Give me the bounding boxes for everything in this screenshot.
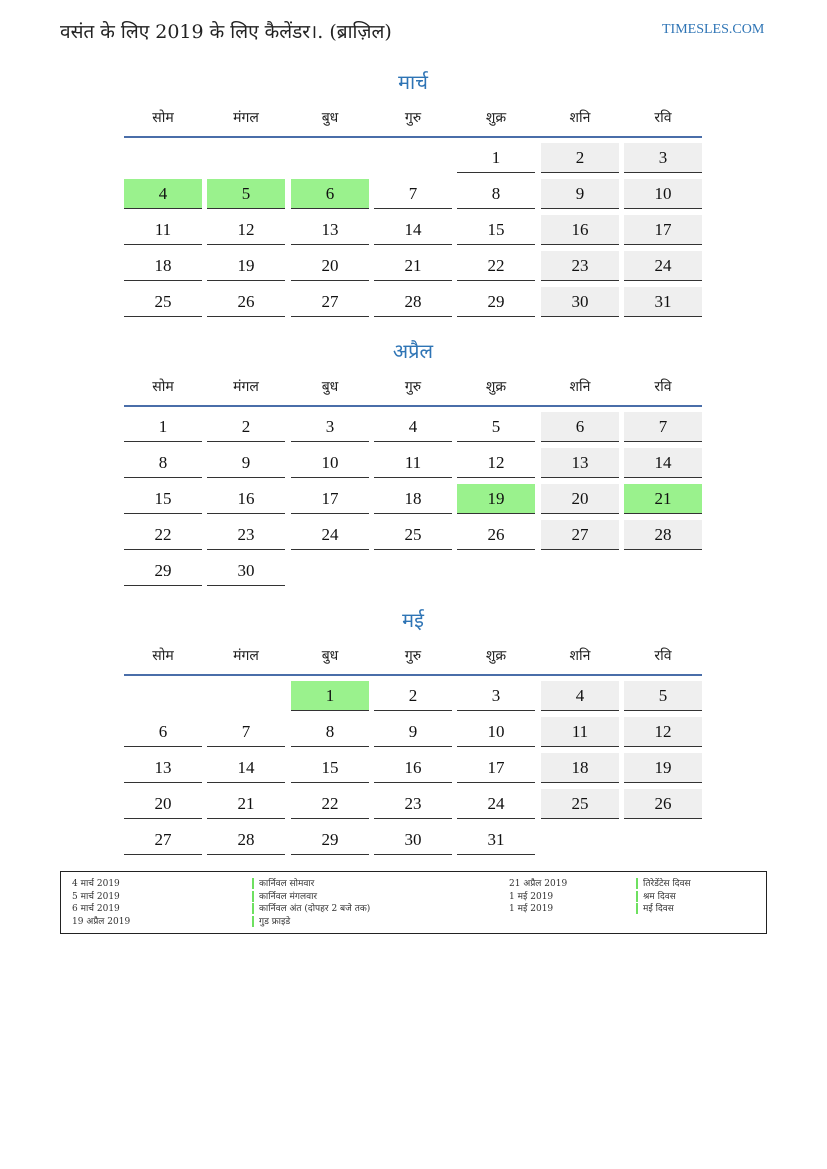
day-cell[interactable]: 3 bbox=[291, 412, 369, 442]
day-cell[interactable]: 12 bbox=[207, 215, 285, 245]
day-cell[interactable]: 14 bbox=[207, 753, 285, 783]
day-cell[interactable]: 25 bbox=[124, 287, 202, 317]
day-cell[interactable]: 27 bbox=[541, 520, 619, 550]
legend-marker bbox=[252, 903, 254, 914]
day-cell[interactable]: 5 bbox=[457, 412, 535, 442]
site-link[interactable]: TIMESLES.COM bbox=[662, 22, 765, 37]
day-cell[interactable]: 21 bbox=[207, 789, 285, 819]
day-cell[interactable]: 16 bbox=[541, 215, 619, 245]
day-cell[interactable]: 11 bbox=[541, 717, 619, 747]
weekday-header: गुरु bbox=[404, 379, 422, 395]
legend-date: 1 मई 2019 bbox=[509, 891, 554, 902]
weekday-header: शनि bbox=[569, 379, 591, 395]
legend-marker bbox=[252, 916, 254, 927]
legend-holiday-name: गुड फ्राइडे bbox=[259, 916, 291, 927]
legend-marker bbox=[636, 891, 638, 902]
day-cell[interactable]: 17 bbox=[457, 753, 535, 783]
legend-holiday-name: मई दिवस bbox=[643, 904, 674, 914]
day-cell[interactable]: 29 bbox=[124, 556, 202, 586]
day-cell[interactable]: 15 bbox=[124, 484, 202, 514]
day-cell[interactable]: 13 bbox=[541, 448, 619, 478]
day-cell[interactable]: 26 bbox=[624, 789, 702, 819]
day-cell[interactable]: 31 bbox=[624, 287, 702, 317]
day-cell[interactable]: 16 bbox=[207, 484, 285, 514]
weekday-header: रवि bbox=[654, 110, 672, 126]
legend-holiday-name: तिरेडेंटेस दिवस bbox=[643, 879, 691, 889]
day-cell[interactable]: 7 bbox=[207, 717, 285, 747]
legend-holiday-name: कार्निवल मंगलवार bbox=[259, 891, 318, 902]
day-cell[interactable]: 1 bbox=[124, 412, 202, 442]
weekday-header: बुध bbox=[321, 648, 339, 664]
day-cell[interactable]: 28 bbox=[207, 825, 285, 855]
legend-date: 19 अप्रैल 2019 bbox=[72, 916, 131, 927]
day-cell[interactable]: 6 bbox=[541, 412, 619, 442]
day-cell[interactable]: 22 bbox=[457, 251, 535, 281]
legend-date: 4 मार्च 2019 bbox=[72, 879, 120, 889]
day-cell[interactable]: 9 bbox=[207, 448, 285, 478]
day-cell[interactable]: 29 bbox=[291, 825, 369, 855]
day-cell[interactable]: 9 bbox=[541, 179, 619, 209]
weekday-header: रवि bbox=[654, 379, 672, 395]
day-cell[interactable]: 30 bbox=[541, 287, 619, 317]
holiday-legend bbox=[60, 871, 767, 934]
day-cell[interactable]: 8 bbox=[124, 448, 202, 478]
day-cell[interactable]: 10 bbox=[291, 448, 369, 478]
day-cell[interactable]: 1 bbox=[291, 681, 369, 711]
legend-marker bbox=[636, 903, 638, 914]
month-title: मई bbox=[402, 608, 424, 632]
weekday-header: रवि bbox=[654, 648, 672, 664]
day-cell[interactable]: 17 bbox=[291, 484, 369, 514]
month-title: मार्च bbox=[398, 70, 428, 94]
day-cell[interactable]: 14 bbox=[624, 448, 702, 478]
day-cell[interactable]: 24 bbox=[457, 789, 535, 819]
weekday-header: गुरु bbox=[404, 110, 422, 126]
legend-marker bbox=[252, 891, 254, 902]
day-cell[interactable]: 28 bbox=[374, 287, 452, 317]
day-cell[interactable]: 7 bbox=[374, 179, 452, 209]
day-cell[interactable]: 27 bbox=[291, 287, 369, 317]
legend-date: 5 मार्च 2019 bbox=[72, 891, 120, 902]
day-cell[interactable]: 6 bbox=[291, 179, 369, 209]
day-cell[interactable]: 3 bbox=[457, 681, 535, 711]
day-cell[interactable]: 11 bbox=[124, 215, 202, 245]
day-cell[interactable]: 25 bbox=[374, 520, 452, 550]
weekday-rule bbox=[124, 405, 702, 407]
day-cell[interactable]: 29 bbox=[457, 287, 535, 317]
day-cell[interactable]: 1 bbox=[457, 143, 535, 173]
day-cell[interactable]: 15 bbox=[291, 753, 369, 783]
day-cell[interactable]: 24 bbox=[624, 251, 702, 281]
day-cell[interactable]: 2 bbox=[374, 681, 452, 711]
weekday-header: मंगल bbox=[233, 648, 259, 664]
day-cell[interactable]: 2 bbox=[207, 412, 285, 442]
day-cell[interactable]: 18 bbox=[541, 753, 619, 783]
day-cell[interactable]: 20 bbox=[124, 789, 202, 819]
weekday-header: शुक्र bbox=[485, 379, 507, 395]
legend-marker bbox=[636, 878, 638, 889]
day-cell[interactable]: 7 bbox=[624, 412, 702, 442]
day-cell[interactable]: 18 bbox=[124, 251, 202, 281]
day-cell[interactable]: 8 bbox=[457, 179, 535, 209]
weekday-header: बुध bbox=[321, 379, 339, 395]
legend-date: 21 अप्रैल 2019 bbox=[509, 879, 568, 889]
day-cell[interactable]: 30 bbox=[207, 556, 285, 586]
legend-date: 6 मार्च 2019 bbox=[72, 904, 120, 914]
day-cell[interactable]: 23 bbox=[541, 251, 619, 281]
day-cell[interactable]: 19 bbox=[457, 484, 535, 514]
weekday-header: मंगल bbox=[233, 110, 259, 126]
legend-holiday-name: कार्निवल अंत (दोपहर 2 बजे तक) bbox=[259, 904, 371, 914]
weekday-header: गुरु bbox=[404, 648, 422, 664]
month-title: अप्रैल bbox=[392, 339, 434, 363]
day-cell[interactable]: 25 bbox=[541, 789, 619, 819]
day-cell[interactable]: 20 bbox=[541, 484, 619, 514]
day-cell[interactable]: 5 bbox=[207, 179, 285, 209]
legend-date: 1 मई 2019 bbox=[509, 904, 554, 914]
day-cell[interactable]: 12 bbox=[457, 448, 535, 478]
day-cell[interactable]: 22 bbox=[124, 520, 202, 550]
weekday-header: बुध bbox=[321, 110, 339, 126]
day-cell[interactable]: 13 bbox=[291, 215, 369, 245]
day-cell[interactable]: 24 bbox=[291, 520, 369, 550]
weekday-header: शनि bbox=[569, 648, 591, 664]
day-cell[interactable]: 18 bbox=[374, 484, 452, 514]
day-cell[interactable]: 28 bbox=[624, 520, 702, 550]
weekday-header: सोम bbox=[152, 648, 174, 664]
legend-holiday-name: कार्निवल सोमवार bbox=[259, 879, 315, 889]
weekday-header: शनि bbox=[569, 110, 591, 126]
day-cell[interactable]: 4 bbox=[541, 681, 619, 711]
weekday-header: सोम bbox=[152, 379, 174, 395]
weekday-header: शुक्र bbox=[485, 648, 507, 664]
legend-marker bbox=[252, 878, 254, 889]
day-cell[interactable]: 27 bbox=[124, 825, 202, 855]
day-cell[interactable]: 4 bbox=[124, 179, 202, 209]
day-cell[interactable]: 20 bbox=[291, 251, 369, 281]
day-cell[interactable]: 13 bbox=[124, 753, 202, 783]
day-cell[interactable]: 9 bbox=[374, 717, 452, 747]
day-cell[interactable]: 12 bbox=[624, 717, 702, 747]
day-cell[interactable]: 31 bbox=[457, 825, 535, 855]
page-title: वसंत के लिए 2019 के लिए कैलेंडर।. (ब्राज़िल) bbox=[60, 21, 392, 43]
weekday-header: मंगल bbox=[233, 379, 259, 395]
day-cell[interactable]: 21 bbox=[624, 484, 702, 514]
day-cell[interactable]: 26 bbox=[457, 520, 535, 550]
day-cell[interactable]: 19 bbox=[207, 251, 285, 281]
weekday-header: शुक्र bbox=[485, 110, 507, 126]
day-cell[interactable]: 2 bbox=[541, 143, 619, 173]
day-cell[interactable]: 4 bbox=[374, 412, 452, 442]
day-cell[interactable]: 30 bbox=[374, 825, 452, 855]
day-cell[interactable]: 23 bbox=[374, 789, 452, 819]
weekday-header: सोम bbox=[152, 110, 174, 126]
day-cell[interactable]: 11 bbox=[374, 448, 452, 478]
day-cell[interactable]: 21 bbox=[374, 251, 452, 281]
day-cell[interactable]: 17 bbox=[624, 215, 702, 245]
day-cell[interactable]: 22 bbox=[291, 789, 369, 819]
day-cell[interactable]: 23 bbox=[207, 520, 285, 550]
day-cell[interactable]: 15 bbox=[457, 215, 535, 245]
day-cell[interactable]: 5 bbox=[624, 681, 702, 711]
weekday-rule bbox=[124, 136, 702, 138]
day-cell[interactable]: 8 bbox=[291, 717, 369, 747]
legend-holiday-name: श्रम दिवस bbox=[643, 891, 676, 902]
weekday-rule bbox=[124, 674, 702, 676]
day-cell[interactable]: 10 bbox=[457, 717, 535, 747]
day-cell[interactable]: 16 bbox=[374, 753, 452, 783]
day-cell[interactable]: 26 bbox=[207, 287, 285, 317]
day-cell[interactable]: 6 bbox=[124, 717, 202, 747]
day-cell[interactable]: 10 bbox=[624, 179, 702, 209]
day-cell[interactable]: 3 bbox=[624, 143, 702, 173]
day-cell[interactable]: 19 bbox=[624, 753, 702, 783]
day-cell[interactable]: 14 bbox=[374, 215, 452, 245]
